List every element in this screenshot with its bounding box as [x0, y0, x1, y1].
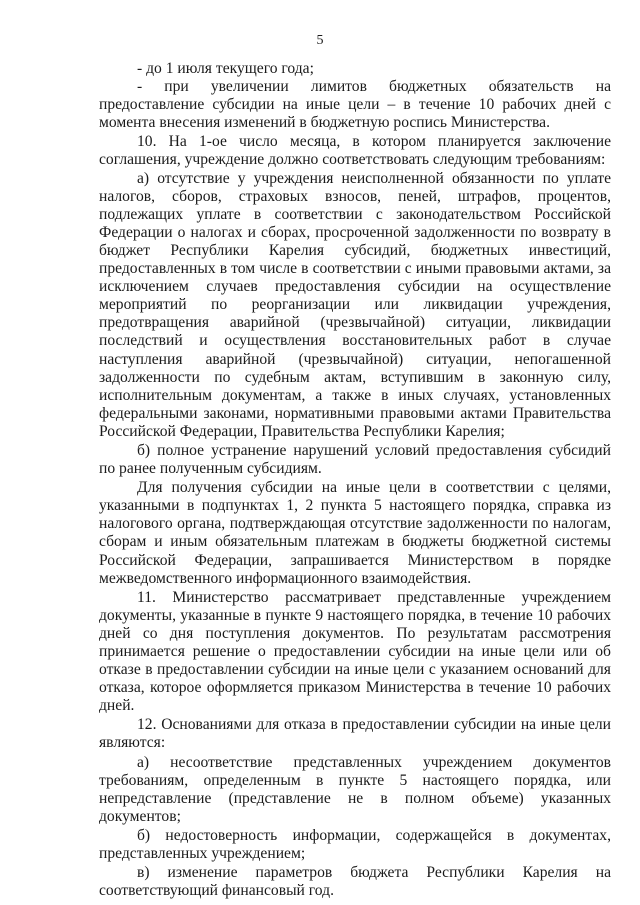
paragraph-item-10-b: б) полное устранение нарушений условий предоставления субсидий по ранее полученным субсидиям.	[99, 441, 611, 478]
document-body	[99, 60, 611, 900]
paragraph-item-10-a: а) отсутствие у учреждения неисполненной обязанности по уплате налогов, сборов, страховых взносов, пеней, штрафов, процентов, подлежащих уплате в соответствии с законодательством Российской Федерации о налогах и сборах, просроченной задолженности по возврату в бюджет Республики Карелия субсидий, бюджетных инвестиций, предоставленных в том числе в соответствии с иными правовыми актами, за исключением случаев предоставления субсидии на осуществление мероприятий по реорганизации или ликвидации учреждения, предотвращения аварийной (чрезвычайной) ситуации, ликвидации последствий и осуществления восстановительных работ в случае наступления аварийной (чрезвычайной) ситуации, непогашенной задолженности по судебным актам, вступившим в законную силу, исполнительным документам, а также в иных случаях, установленных федеральными законами, нормативными правовыми актами Правительства Российской Федерации, Правительства Республики Карелия;	[99, 169, 611, 440]
paragraph-item-12: 12. Основаниями для отказа в предоставлении субсидии на иные цели являются:	[99, 716, 611, 752]
paragraph-item-10: 10. На 1-ое число месяца, в котором планируется заключение соглашения, учреждение должно соответствовать следующим требованиям:	[99, 133, 611, 169]
paragraph-deadline-july: - до 1 июля текущего года;	[137, 60, 314, 77]
paragraph-item-12-b: б) недостоверность информации, содержащейся в документах, представленных учреждением;	[99, 826, 611, 863]
paragraph-item-12-a: а) несоответствие представленных учреждением документов требованиям, определенным в пункте 5 настоящего порядка, или непредставление (представление не в полном объеме) указанных документов;	[99, 753, 611, 825]
paragraph-item-12-c: в) изменение параметров бюджета Республики Карелия на соответствующий финансовый год.	[99, 864, 611, 900]
paragraph-limits-increase: - при увеличении лимитов бюджетных обязательств на предоставление субсидии на иные цели – в течение 10 рабочих дней с момента внесения изменений в бюджетную роспись Министерства.	[99, 78, 611, 132]
paragraph-item-11: 11. Министерство рассматривает представленные учреждением документы, указанные в пункте 9 настоящего порядка, в течение 10 рабочих дней со дня поступления документов. По результатам рассмотрения принимается решение о предоставлении субсидии на иные цели или об отказе в предоставлении субсидии на иные цели с указанием оснований для отказа, которое оформляется приказом Министерства в течение 10 рабочих дней.	[99, 588, 611, 715]
page-number: 5	[316, 33, 324, 48]
paragraph-tax-certificate: Для получения субсидии на иные цели в соответствии с целями, указанными в подпунктах 1, 2 пункта 5 настоящего порядка, справка из налогового органа, подтверждающая отсутствие задолженности по налогам, сборам и иным обязательным платежам в бюджеты бюджетной системы Российской Федерации, запрашивается Министерством в порядке межведомственного информационного взаимодействия.	[99, 479, 611, 587]
